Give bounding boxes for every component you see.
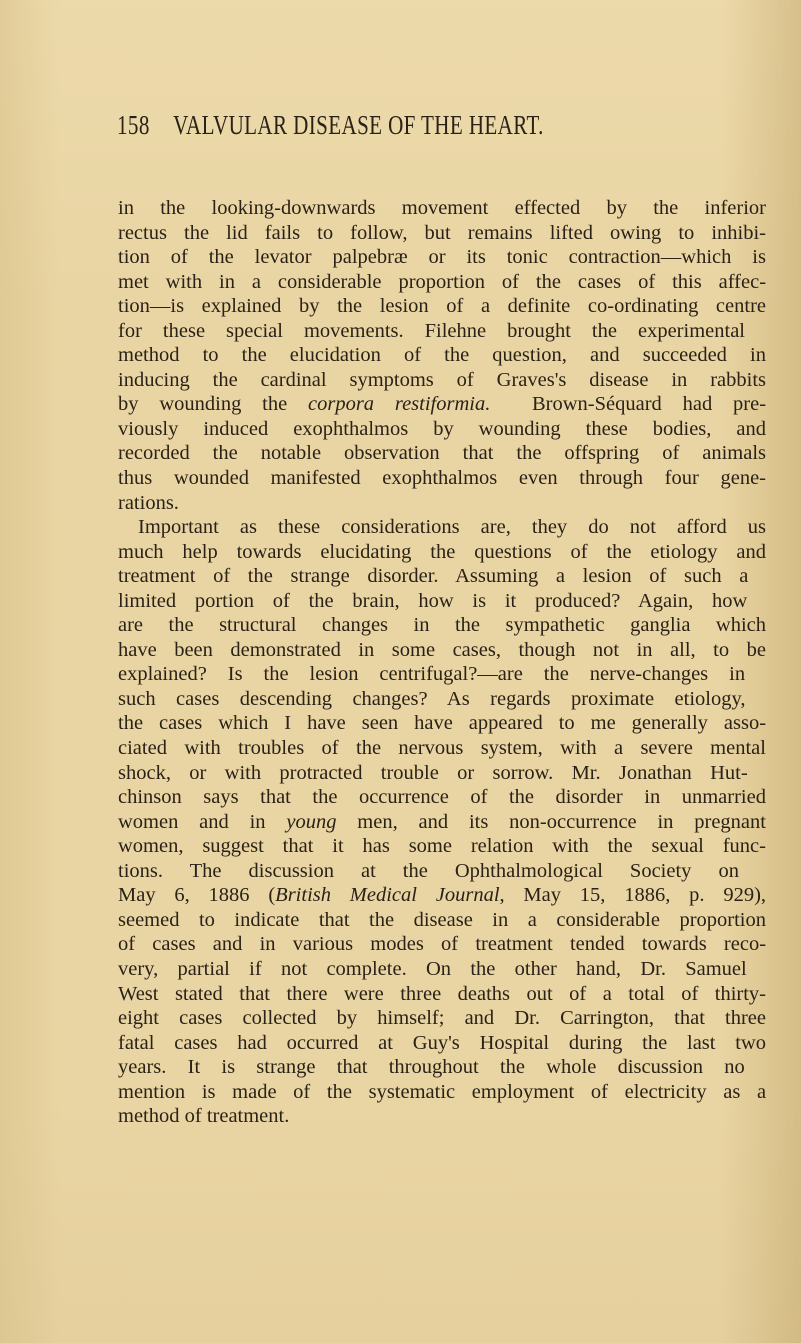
text-line: rations. bbox=[118, 491, 179, 514]
text-line: eight cases collected by himself; and Dr. Carrington, that three bbox=[118, 1007, 767, 1030]
italic-text-run: British Medical Journal bbox=[275, 884, 500, 907]
text-run: May 6, 1886 ( bbox=[118, 884, 276, 907]
running-head bbox=[117, 110, 554, 150]
text-line: explained? Is the lesion centrifugal?—are the nerve-changes in bbox=[118, 663, 746, 686]
text-line bbox=[118, 883, 766, 908]
text-run: men, and its non-occurrence in pregnant bbox=[336, 810, 766, 833]
text-line: rectus the lid fails to follow, but remains lifted owing to inhibi- bbox=[118, 221, 767, 244]
text-line: in the looking-downwards movement effected by the inferior bbox=[118, 197, 766, 219]
text-line: for these special movements. Filehne brought the experimental bbox=[118, 319, 745, 342]
italic-text-run: young bbox=[286, 810, 337, 833]
text-line: tion of the levator palpebræ or its tonic contraction—which is bbox=[118, 246, 766, 269]
italic-text-run: corpora restiformia. bbox=[308, 393, 491, 416]
paragraph bbox=[118, 196, 766, 515]
text-line: tions. The discussion at the Ophthalmological Society on bbox=[118, 859, 739, 882]
text-line: such cases descending changes? As regards proximate etiology, bbox=[118, 687, 746, 710]
text-line: are the structural changes in the sympathetic ganglia which bbox=[118, 614, 767, 637]
text-line: have been demonstrated in some cases, though not in all, to be bbox=[118, 638, 766, 661]
text-line: shock, or with protracted trouble or sorrow. Mr. Jonathan Hut- bbox=[118, 761, 748, 784]
text-line bbox=[118, 810, 766, 835]
text-run: women and in bbox=[118, 810, 287, 833]
running-title: VALVULAR DISEASE OF THE HEART. bbox=[173, 110, 544, 140]
text-run: Brown-Séquard had pre- bbox=[490, 393, 767, 416]
text-line: limited portion of the brain, how is it produced? Again, how bbox=[118, 589, 748, 612]
text-line: much help towards elucidating the questions of the etiology and bbox=[118, 540, 767, 563]
text-run: , May 15, 1886, p. 929), bbox=[499, 884, 767, 907]
text-line: of cases and in various modes of treatment tended towards reco- bbox=[118, 933, 767, 956]
text-line: thus wounded manifested exophthalmos even through four gene- bbox=[118, 467, 767, 490]
text-line: tion—is explained by the lesion of a definite co-ordinating centre bbox=[118, 295, 767, 318]
text-line: mention is made of the systematic employment of electricity as a bbox=[118, 1080, 767, 1103]
text-line: years. It is strange that throughout the whole discussion no bbox=[118, 1056, 745, 1079]
text-line: the cases which I have seen have appeared to me generally asso- bbox=[118, 712, 767, 735]
text-line: met with in a considerable proportion of the cases of this affec- bbox=[118, 270, 767, 293]
text-line: fatal cases had occurred at Guy's Hospital during the last two bbox=[118, 1031, 767, 1054]
paragraph bbox=[118, 515, 766, 1129]
text-line: viously induced exophthalmos by wounding these bodies, and bbox=[118, 417, 766, 440]
text-line: women, suggest that it has some relation with the sexual func- bbox=[118, 835, 766, 858]
body-text bbox=[118, 196, 766, 1129]
text-line: ciated with troubles of the nervous system, with a severe mental bbox=[118, 737, 766, 760]
text-line: method to the elucidation of the question, and succeeded in bbox=[118, 344, 766, 367]
text-line: inducing the cardinal symptoms of Graves's disease in rabbits bbox=[118, 368, 766, 391]
text-line: seemed to indicate that the disease in a considerable proportion bbox=[118, 908, 767, 931]
text-line: treatment of the strange disorder. Assuming a lesion of such a bbox=[118, 565, 749, 588]
text-line: recorded the notable observation that the offspring of animals bbox=[118, 442, 767, 465]
text-run: by wounding the bbox=[118, 393, 308, 416]
text-line: very, partial if not complete. On the other hand, Dr. Samuel bbox=[118, 957, 747, 980]
text-line: Important as these considerations are, they do not afford us bbox=[138, 516, 767, 539]
text-line: West stated that there were three deaths out of a total of thirty- bbox=[118, 982, 766, 1005]
text-line: chinson says that the occurrence of the disorder in unmarried bbox=[118, 786, 766, 809]
text-line: method of treatment. bbox=[118, 1105, 290, 1128]
text-line bbox=[118, 392, 766, 417]
page-number: 158 bbox=[117, 110, 150, 140]
